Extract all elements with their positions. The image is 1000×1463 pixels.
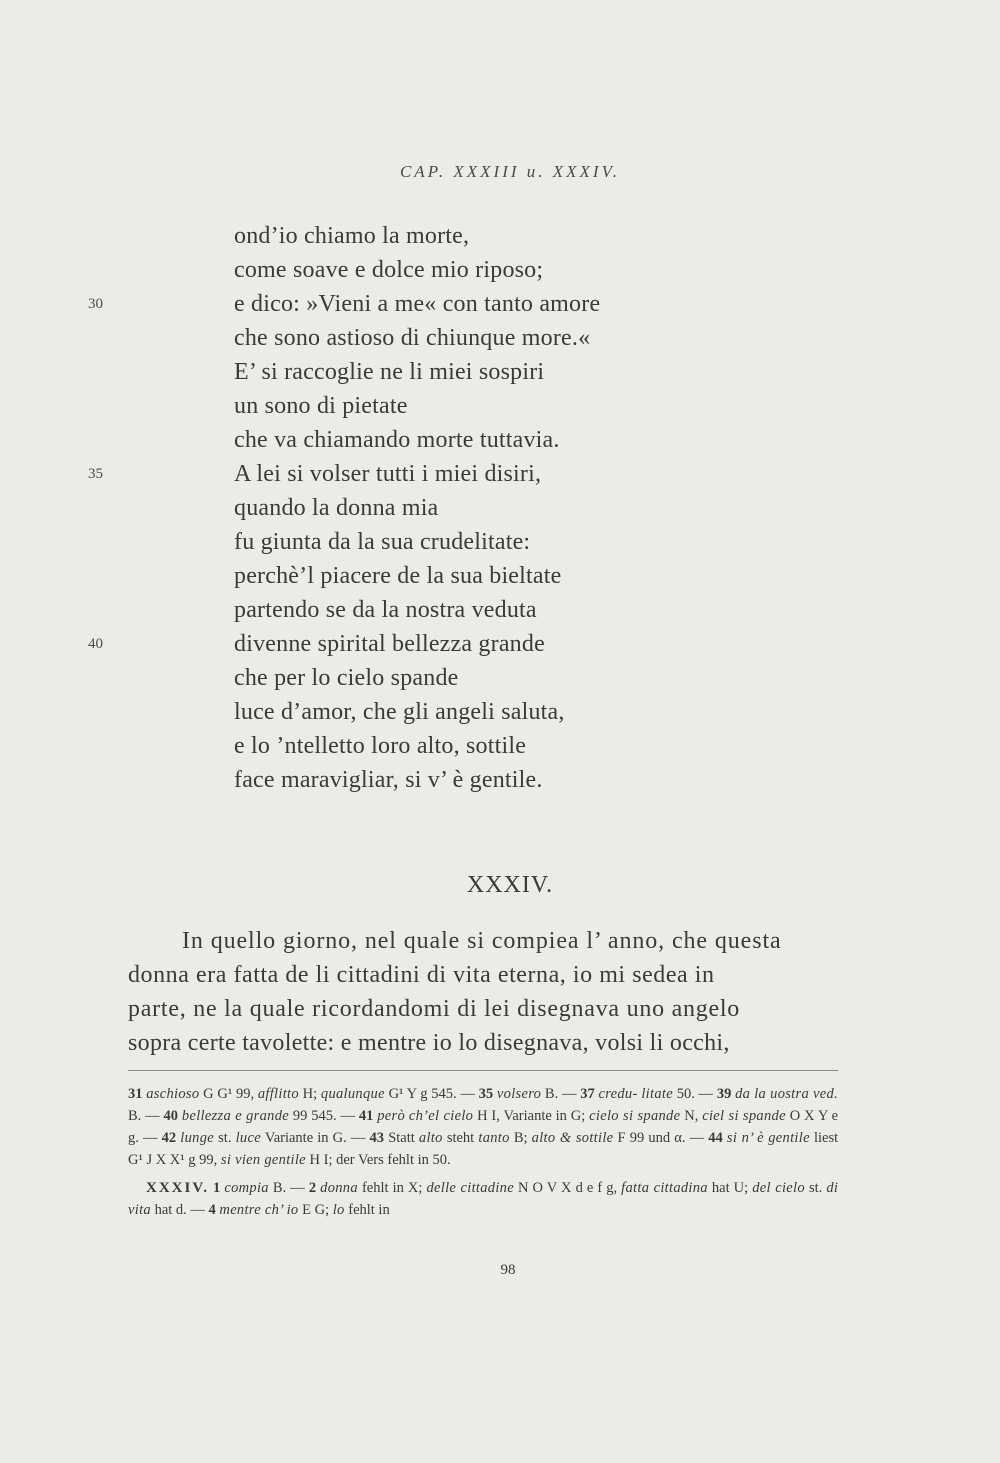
running-header: CAP. XXXIII u. XXXIV. — [399, 162, 621, 181]
apparatus-paragraph — [128, 1083, 838, 1171]
note-variant: del cielo — [752, 1180, 805, 1196]
note-variant: mentre ch’ io — [219, 1202, 299, 1218]
note-number: 37 — [580, 1086, 595, 1102]
note-variant: tanto — [478, 1130, 510, 1146]
verse-line: e dico: »Vieni a me« con tanto amore — [234, 291, 601, 317]
note-variant: luce — [235, 1130, 261, 1146]
note-sigla: E G; — [302, 1202, 330, 1218]
note-variant: alto & sottile — [531, 1130, 614, 1146]
note-number: 1 — [213, 1180, 221, 1196]
page-number: 98 — [500, 1262, 516, 1278]
note-number: 2 — [308, 1180, 317, 1196]
note-sigla: hat U; — [711, 1180, 749, 1196]
note-variant: però — [377, 1108, 405, 1124]
footnote-divider — [128, 1070, 838, 1071]
note-sigla: F 99 und α. — — [617, 1130, 705, 1146]
note-number: 4 — [208, 1202, 216, 1218]
verse-line: che va chiamando morte tuttavia. — [234, 427, 560, 453]
note-sigla: G¹ Y g 545. — — [388, 1086, 475, 1102]
note-variant: credu- — [598, 1086, 638, 1102]
prose-line: parte, ne la quale ricordandomi di lei disegnava uno angelo — [128, 996, 741, 1022]
note-variant: compia — [224, 1180, 269, 1196]
note-variant: di vita — [128, 1180, 839, 1218]
note-sigla: G G¹ 99, — [203, 1086, 255, 1102]
note-text: steht — [446, 1130, 475, 1146]
note-number: 41 — [358, 1108, 374, 1124]
note-sigla: N O V X d e f g, — [518, 1180, 618, 1196]
note-sigla: B; — [513, 1130, 528, 1146]
note-sigla: O X Y e g. — — [128, 1108, 839, 1146]
note-number: 43 — [369, 1130, 385, 1146]
note-sigla: liest G¹ J X X¹ g 99, — [128, 1130, 839, 1168]
note-variant: si vien gentile — [220, 1152, 306, 1168]
verse-line: ond’io chiamo la morte, — [234, 223, 470, 249]
note-sigla: B. — — [128, 1108, 160, 1124]
note-sigla: Variante in G. — — [264, 1130, 366, 1146]
verse-line: fu giunta da la sua crudelitate: — [234, 529, 531, 555]
apparatus-paragraph — [128, 1177, 838, 1221]
line-number: 35 — [88, 466, 103, 482]
note-variant: ciel si spande — [702, 1108, 786, 1124]
note-variant: qualunque — [320, 1086, 385, 1102]
note-variant: bellezza e grande — [181, 1108, 289, 1124]
verse-line: partendo se da la nostra veduta — [234, 597, 537, 623]
verse-line: e lo ’ntelletto loro alto, sottile — [234, 733, 527, 759]
note-sigla: H; — [302, 1086, 318, 1102]
note-variant: alto — [418, 1130, 443, 1146]
verse-line: quando la donna mia — [234, 495, 439, 521]
note-text: fehlt in — [348, 1202, 390, 1218]
note-variant: donna — [320, 1180, 358, 1196]
verse-line: un sono di pietate — [234, 393, 408, 419]
note-number: 35 — [478, 1086, 494, 1102]
note-sigla: 50. — — [676, 1086, 714, 1102]
prose-line: sopra certe tavolette: e mentre io lo disegnava, volsi li occhi, — [128, 1030, 730, 1056]
note-variant: lo — [332, 1202, 345, 1218]
note-sigla: N, — [684, 1108, 699, 1124]
note-sigla: B. — — [272, 1180, 305, 1196]
note-number: 31 — [128, 1086, 143, 1102]
verse-line: E’ si raccoglie ne li miei sospiri — [234, 359, 545, 385]
verse-line: come soave e dolce mio riposo; — [234, 257, 544, 283]
verse-line: che sono astioso di chiunque more.« — [234, 325, 591, 351]
note-sigla: H I; der Vers fehlt in 50. — [309, 1152, 451, 1168]
prose-line: In quello giorno, nel quale si compiea l’ anno, che questa — [182, 928, 782, 954]
note-number: 42 — [161, 1130, 177, 1146]
note-number: 39 — [716, 1086, 732, 1102]
note-sigla: H I, Variante in G; — [477, 1108, 586, 1124]
line-number: 30 — [88, 296, 103, 312]
note-sigla: fehlt in X; — [361, 1180, 423, 1196]
prose-line: donna era fatta de li cittadini di vita eterna, io mi sedea in — [128, 962, 715, 988]
note-sigla: st. — [218, 1130, 232, 1146]
verse-line: A lei si volser tutti i miei disiri, — [234, 461, 542, 487]
note-variant: ch’el cielo — [408, 1108, 474, 1124]
verse-line: perchè’l piacere de la sua bieltate — [234, 563, 562, 589]
critical-apparatus — [128, 1083, 838, 1221]
note-number: 40 — [163, 1108, 179, 1124]
verse-line: luce d’amor, che gli angeli saluta, — [234, 699, 565, 725]
verse-line: divenne spirital bellezza grande — [234, 631, 545, 657]
note-sigla: hat d. — — [154, 1202, 205, 1218]
note-number: 44 — [708, 1130, 723, 1146]
verse-line: face maravigliar, si v’ è gentile. — [234, 767, 543, 793]
note-variant: lunge — [180, 1130, 215, 1146]
note-variant: litate — [641, 1086, 673, 1102]
verse-line: che per lo cielo spande — [234, 665, 459, 691]
note-variant: da la uostra ved. — [735, 1086, 839, 1102]
note-text: st. — [808, 1180, 823, 1196]
note-sigla: B. — — [544, 1086, 577, 1102]
note-variant: delle cittadine — [426, 1180, 514, 1196]
note-variant: afflitto — [257, 1086, 299, 1102]
line-number: 40 — [88, 636, 103, 652]
note-variant: si n’ è gentile — [726, 1130, 810, 1146]
note-variant: fatta cittadina — [621, 1180, 708, 1196]
section-title: XXXIV. — [466, 872, 554, 898]
chapter-label: XXXIV. — [146, 1180, 209, 1196]
note-sigla: 99 545. — — [292, 1108, 355, 1124]
note-variant: volsero — [496, 1086, 542, 1102]
note-variant: aschioso — [146, 1086, 200, 1102]
note-text: Statt — [388, 1130, 415, 1146]
note-variant: cielo si spande — [589, 1108, 681, 1124]
